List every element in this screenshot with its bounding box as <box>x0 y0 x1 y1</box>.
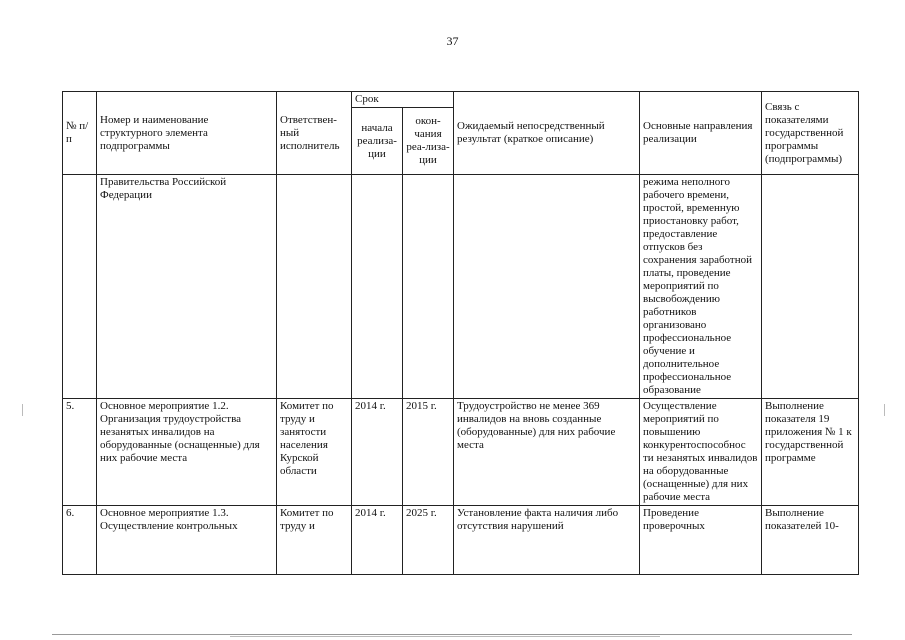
cell-name: Основное мероприятие 1.3. Осуществление контрольных <box>97 506 277 575</box>
header-num: № п/п <box>63 92 97 175</box>
cell-directions: Осуществление мероприятий по повышению конкурентоспособнос ти незанятых инвалидов на оборудованные (оснащенные) для них рабочие места <box>640 399 762 506</box>
cell-start: 2014 г. <box>352 506 403 575</box>
cell-start <box>352 175 403 399</box>
cell-directions: режима неполного рабочего времени, простой, временную приостановку работ, предоставление отпусков без сохранения заработной платы, проведение мероприятий по высвобождению работников организовано профессиональное обучение и дополнительное профессиональное образование <box>640 175 762 399</box>
cell-end: 2025 г. <box>403 506 454 575</box>
cell-name: Правительства Российской Федерации <box>97 175 277 399</box>
header-end: окон-чания реа-лиза-ции <box>403 108 454 175</box>
cell-responsible <box>277 175 352 399</box>
cell-name: Основное мероприятие 1.2. Организация трудоустройства незанятых инвалидов на оборудованные (оснащенные) для них рабочие места <box>97 399 277 506</box>
header-start: начала реализа-ции <box>352 108 403 175</box>
cell-start: 2014 г. <box>352 399 403 506</box>
cell-link: Выполнение показателя 19 приложения № 1 к государственной программе <box>762 399 859 506</box>
header-link: Связь с показателями государственной программы (подпрограммы) <box>762 92 859 175</box>
scan-mark <box>884 404 885 416</box>
cell-link: Выполнение показателей 10- <box>762 506 859 575</box>
header-name: Номер и наименование структурного элемента подпрограммы <box>97 92 277 175</box>
cell-result: Трудоустройство не менее 369 инвалидов на вновь созданные (оборудованные) для них рабочие места <box>454 399 640 506</box>
cell-num <box>63 175 97 399</box>
table-row <box>63 506 859 575</box>
table-header <box>63 92 859 175</box>
header-term: Срок <box>352 92 454 108</box>
program-table <box>62 91 859 575</box>
cell-end <box>403 175 454 399</box>
table-row <box>63 399 859 506</box>
header-result: Ожидаемый непосредственный результат (краткое описание) <box>454 92 640 175</box>
cell-responsible: Комитет по труду и <box>277 506 352 575</box>
cell-end: 2015 г. <box>403 399 454 506</box>
cell-num: 5. <box>63 399 97 506</box>
cell-num: 6. <box>63 506 97 575</box>
table-row <box>63 175 859 399</box>
page-edge-line <box>52 634 852 635</box>
page-number: 37 <box>446 34 459 48</box>
page-edge-line <box>230 636 660 637</box>
header-directions: Основные направления реализации <box>640 92 762 175</box>
cell-directions: Проведение проверочных <box>640 506 762 575</box>
scan-mark <box>22 404 23 416</box>
header-responsible: Ответствен-ный исполнитель <box>277 92 352 175</box>
cell-result: Установление факта наличия либо отсутствия нарушений <box>454 506 640 575</box>
cell-result <box>454 175 640 399</box>
cell-link <box>762 175 859 399</box>
cell-responsible: Комитет по труду и занятости населения Курской области <box>277 399 352 506</box>
